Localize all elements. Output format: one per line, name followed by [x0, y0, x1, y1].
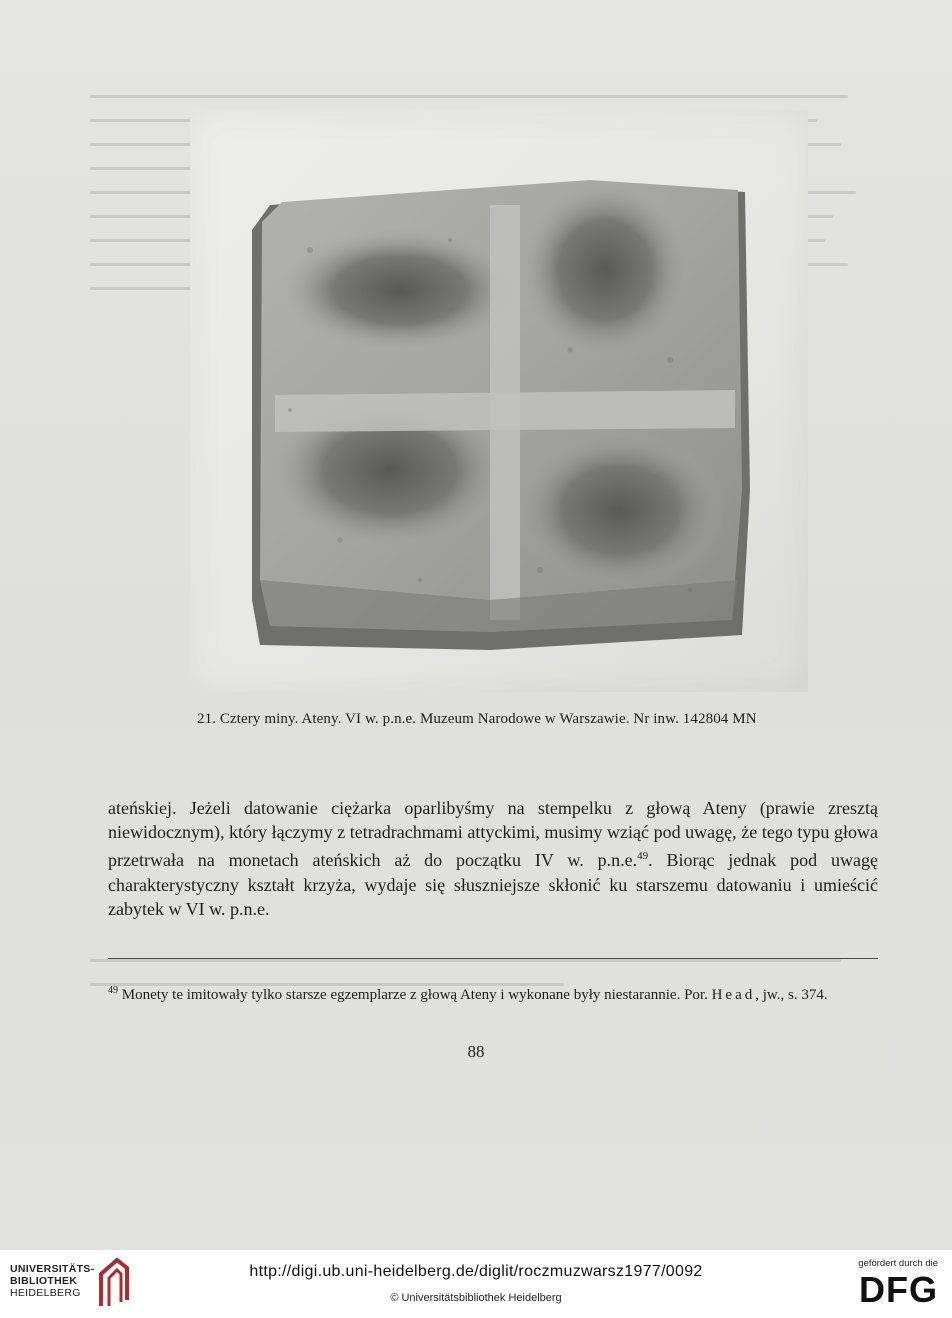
stone-weight-photo [190, 110, 808, 692]
footnote-divider [108, 958, 878, 959]
copyright-notice: © Universitätsbibliothek Heidelberg [390, 1292, 562, 1304]
footnote-reference: 49 [637, 850, 649, 863]
body-paragraph [108, 796, 878, 921]
paragraph-text: ateńskiej. Jeżeli datowanie ciężarka oparlibyśmy na stempelku z głową Ateny (prawie zresztą niewidocznym), który łączymy z tetradrachmami attyckimi, musimy wziąć pod uwagę, że tego typu głowa przetrwała na monetach ateńskich aż do początku IV w. p.n.e. [108, 798, 878, 871]
footnote-ref: , jw., s. 374. [755, 987, 828, 1003]
footer-bar [0, 1250, 952, 1318]
library-name-line-2: BIBLIOTHEK [10, 1275, 78, 1287]
dfg-logo: DFG [859, 1269, 938, 1310]
footnote-number: 49 [108, 985, 118, 996]
page-number: 88 [467, 1042, 485, 1061]
figure-caption: 21. Cztery miny. Ateny. VI w. p.n.e. Muzeum Narodowe w Warszawie. Nr inw. 142804 MN [197, 711, 757, 727]
stone-weight-image [190, 110, 808, 692]
funding-note: gefördert durch die [858, 1258, 938, 1269]
footnote-text: Monety te imitowały tylko starsze egzemplarze z głową Ateny i wykonane były niestarannie. Por. [121, 987, 708, 1003]
library-name-line-3: HEIDELBERG [10, 1287, 81, 1299]
library-name-line-1: UNIVERSITÄTS- [10, 1263, 95, 1275]
paragraph-continuation: . Biorąc jednak pod uwagę charakterystyczny kształt krzyża, wydaje się słuszniejsze skłonić ku starszemu datowaniu i umieścić zabytek w VI w. p.n.e. [108, 850, 878, 919]
footnote-author: Head [711, 987, 756, 1003]
permalink-url[interactable]: http://digi.ub.uni-heidelberg.de/diglit/roczmuzwarsz1977/0092 [249, 1263, 703, 1280]
footnote [108, 981, 878, 1005]
